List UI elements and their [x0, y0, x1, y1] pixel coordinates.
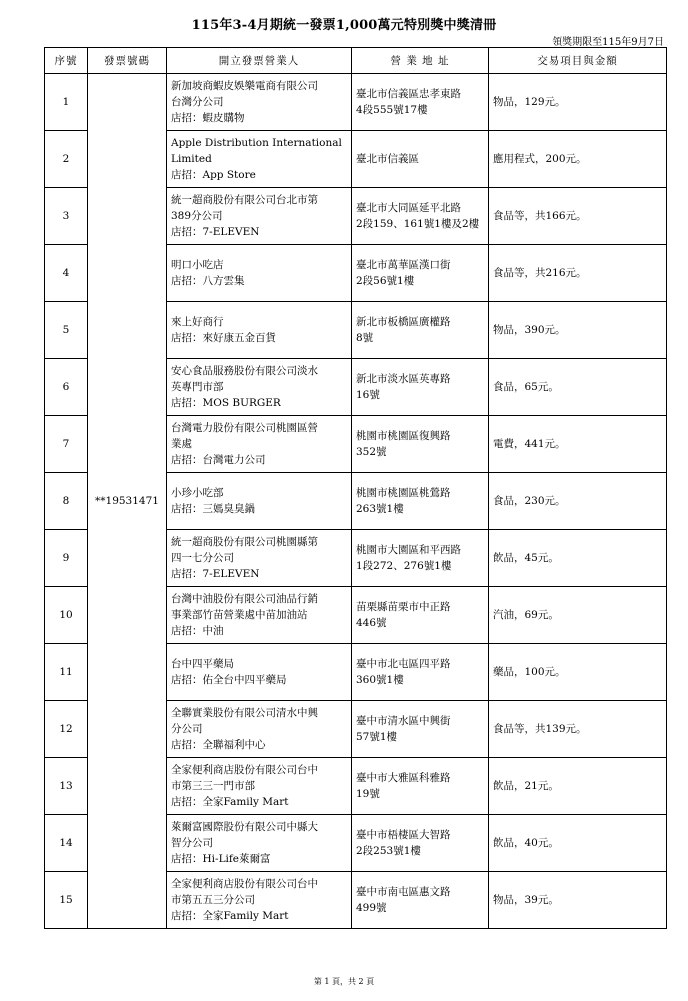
- merchant-line: 市第五五三分公司: [171, 894, 255, 906]
- item-amount: 食品等，共166元。: [489, 188, 667, 245]
- merchant-line: 店招：中油: [171, 625, 224, 637]
- merchant-cell: [167, 416, 352, 473]
- merchant-line: 台灣中油股份有限公司油品行銷: [171, 593, 318, 605]
- address-cell: [352, 131, 489, 188]
- address-cell: [352, 74, 489, 131]
- item-amount: 食品，65元。: [489, 359, 667, 416]
- address-cell: [352, 530, 489, 587]
- row-seq: 11: [45, 644, 88, 701]
- address-line: 新北市板橋區廣權路: [356, 316, 451, 328]
- address-cell: [352, 473, 489, 530]
- merchant-line: 店招：MOS BURGER: [171, 397, 281, 409]
- table-header-row: [45, 48, 667, 74]
- merchant-cell: [167, 530, 352, 587]
- merchant-line: 店招：全家Family Mart: [171, 910, 289, 922]
- merchant-line: 店招：App Store: [171, 169, 256, 181]
- address-line: 臺中市南屯區惠文路: [356, 886, 451, 898]
- address-line: 苗栗縣苗栗市中正路: [356, 601, 451, 613]
- row-seq: 3: [45, 188, 88, 245]
- merchant-line: 店招：八方雲集: [171, 275, 245, 287]
- row-seq: 9: [45, 530, 88, 587]
- address-cell: [352, 302, 489, 359]
- merchant-line: 店招：台灣電力公司: [171, 454, 266, 466]
- address-line: 8號: [356, 332, 374, 344]
- merchant-line: 台灣分公司: [171, 96, 224, 108]
- row-seq: 14: [45, 815, 88, 872]
- header-invoice-number: 發票號碼: [88, 48, 167, 74]
- row-seq: 5: [45, 302, 88, 359]
- merchant-line: 安心食品服務股份有限公司淡水: [171, 365, 318, 377]
- merchant-cell: [167, 644, 352, 701]
- item-amount: 食品等，共216元。: [489, 245, 667, 302]
- row-seq: 1: [45, 74, 88, 131]
- address-line: 2段253號1樓: [356, 845, 421, 857]
- address-cell: [352, 188, 489, 245]
- merchant-line: 萊爾富國際股份有限公司中縣大: [171, 821, 318, 833]
- merchant-cell: [167, 815, 352, 872]
- address-line: 臺中市大雅區科雅路: [356, 772, 451, 784]
- item-amount: 汽油，69元。: [489, 587, 667, 644]
- merchant-line: 來上好商行: [171, 316, 224, 328]
- address-line: 2段56號1樓: [356, 275, 415, 287]
- address-line: 352號: [356, 446, 387, 458]
- address-line: 360號1樓: [356, 674, 404, 686]
- row-seq: 7: [45, 416, 88, 473]
- item-amount: 飲品，40元。: [489, 815, 667, 872]
- merchant-line: 市第三三一門市部: [171, 780, 255, 792]
- item-amount: 電費，441元。: [489, 416, 667, 473]
- item-amount: 飲品，21元。: [489, 758, 667, 815]
- merchant-line: 英專門市部: [171, 381, 224, 393]
- item-amount: 飲品，45元。: [489, 530, 667, 587]
- address-line: 臺北市大同區延平北路: [356, 202, 461, 214]
- merchant-line: 明口小吃店: [171, 259, 224, 271]
- address-line: 16號: [356, 389, 380, 401]
- address-line: 446號: [356, 617, 387, 629]
- row-seq: 12: [45, 701, 88, 758]
- address-line: 1段272、276號1樓: [356, 560, 452, 572]
- address-line: 桃園市大園區和平西路: [356, 544, 461, 556]
- address-line: 499號: [356, 902, 387, 914]
- header-seq: 序號: [45, 48, 88, 74]
- row-seq: 13: [45, 758, 88, 815]
- merchant-line: 店招：蝦皮購物: [171, 112, 245, 124]
- merchant-line: 全聯實業股份有限公司清水中興: [171, 707, 318, 719]
- address-line: 新北市淡水區英專路: [356, 373, 451, 385]
- header-merchant: 開立發票營業人: [167, 48, 352, 74]
- merchant-line: 四一七分公司: [171, 552, 234, 564]
- address-line: 臺中市北屯區四平路: [356, 658, 451, 670]
- item-amount: 食品等，共139元。: [489, 701, 667, 758]
- address-cell: [352, 587, 489, 644]
- address-line: 臺北市萬華區漢口街: [356, 259, 451, 271]
- merchant-cell: [167, 587, 352, 644]
- address-cell: [352, 359, 489, 416]
- address-line: 4段555號17樓: [356, 104, 428, 116]
- item-amount: 食品，230元。: [489, 473, 667, 530]
- merchant-cell: [167, 131, 352, 188]
- merchant-line: 全家便利商店股份有限公司台中: [171, 878, 318, 890]
- merchant-cell: [167, 74, 352, 131]
- row-seq: 8: [45, 473, 88, 530]
- header-item-amount: 交易項目與金額: [489, 48, 667, 74]
- merchant-line: 智分公司: [171, 837, 213, 849]
- merchant-cell: [167, 872, 352, 929]
- row-seq: 4: [45, 245, 88, 302]
- address-line: 2段159、161號1樓及2樓: [356, 218, 480, 230]
- table-row: [45, 74, 667, 131]
- merchant-line: 事業部竹苗營業處中苗加油站: [171, 609, 308, 621]
- row-seq: 6: [45, 359, 88, 416]
- document-title: 115年3-4月期統一發票1,000萬元特別獎中獎清冊: [191, 18, 497, 33]
- merchant-cell: [167, 701, 352, 758]
- merchant-line: 店招：7-ELEVEN: [171, 568, 260, 580]
- address-cell: [352, 245, 489, 302]
- merchant-line: 店招：全家Family Mart: [171, 796, 289, 808]
- address-cell: [352, 815, 489, 872]
- merchant-line: Apple Distribution International: [171, 137, 342, 149]
- invoice-number: **19531471: [88, 74, 167, 929]
- item-amount: 物品，39元。: [489, 872, 667, 929]
- merchant-line: 統一超商股份有限公司桃園縣第: [171, 536, 318, 548]
- merchant-line: 業處: [171, 438, 192, 450]
- item-amount: 物品，129元。: [489, 74, 667, 131]
- merchant-cell: [167, 302, 352, 359]
- merchant-line: 全家便利商店股份有限公司台中: [171, 764, 318, 776]
- address-cell: [352, 758, 489, 815]
- address-cell: [352, 701, 489, 758]
- merchant-line: 台中四平藥局: [171, 658, 234, 670]
- merchant-line: 統一超商股份有限公司台北市第: [171, 194, 318, 206]
- address-line: 桃園市桃園區桃鶯路: [356, 487, 451, 499]
- item-amount: 藥品，100元。: [489, 644, 667, 701]
- merchant-line: 店招：三媽臭臭鍋: [171, 503, 255, 515]
- row-seq: 10: [45, 587, 88, 644]
- address-line: 臺北市信義區忠孝東路: [356, 88, 461, 100]
- address-line: 263號1樓: [356, 503, 404, 515]
- merchant-line: 小珍小吃部: [171, 487, 224, 499]
- address-line: 臺中市梧棲區大智路: [356, 829, 451, 841]
- merchant-line: 店招：佑全台中四平藥局: [171, 674, 287, 686]
- item-amount: 物品，390元。: [489, 302, 667, 359]
- merchant-cell: [167, 245, 352, 302]
- address-line: 57號1樓: [356, 731, 398, 743]
- merchant-line: 店招：Hi-Life萊爾富: [171, 853, 271, 865]
- merchant-line: 店招：全聯福利中心: [171, 739, 266, 751]
- merchant-line: 店招：來好康五金百貨: [171, 332, 276, 344]
- address-cell: [352, 416, 489, 473]
- merchant-line: 389分公司: [171, 210, 223, 222]
- address-line: 19號: [356, 788, 380, 800]
- header-address: 營 業 地 址: [352, 48, 489, 74]
- merchant-line: 新加坡商蝦皮娛樂電商有限公司: [171, 80, 318, 92]
- merchant-cell: [167, 473, 352, 530]
- address-line: 臺北市信義區: [356, 153, 419, 165]
- merchant-line: 台灣電力股份有限公司桃園區營: [171, 422, 318, 434]
- merchant-cell: [167, 188, 352, 245]
- address-cell: [352, 644, 489, 701]
- award-table: [44, 47, 667, 929]
- address-line: 桃園市桃園區復興路: [356, 430, 451, 442]
- merchant-cell: [167, 359, 352, 416]
- item-amount: 應用程式，200元。: [489, 131, 667, 188]
- row-seq: 15: [45, 872, 88, 929]
- address-cell: [352, 872, 489, 929]
- merchant-line: 分公司: [171, 723, 203, 735]
- merchant-cell: [167, 758, 352, 815]
- merchant-line: 店招：7-ELEVEN: [171, 226, 260, 238]
- merchant-line: Limited: [171, 153, 212, 165]
- address-line: 臺中市清水區中興街: [356, 715, 451, 727]
- claim-deadline: 領獎期限至115年9月7日: [552, 37, 664, 48]
- page-footer: 第 1 頁，共 2 頁: [313, 977, 375, 986]
- row-seq: 2: [45, 131, 88, 188]
